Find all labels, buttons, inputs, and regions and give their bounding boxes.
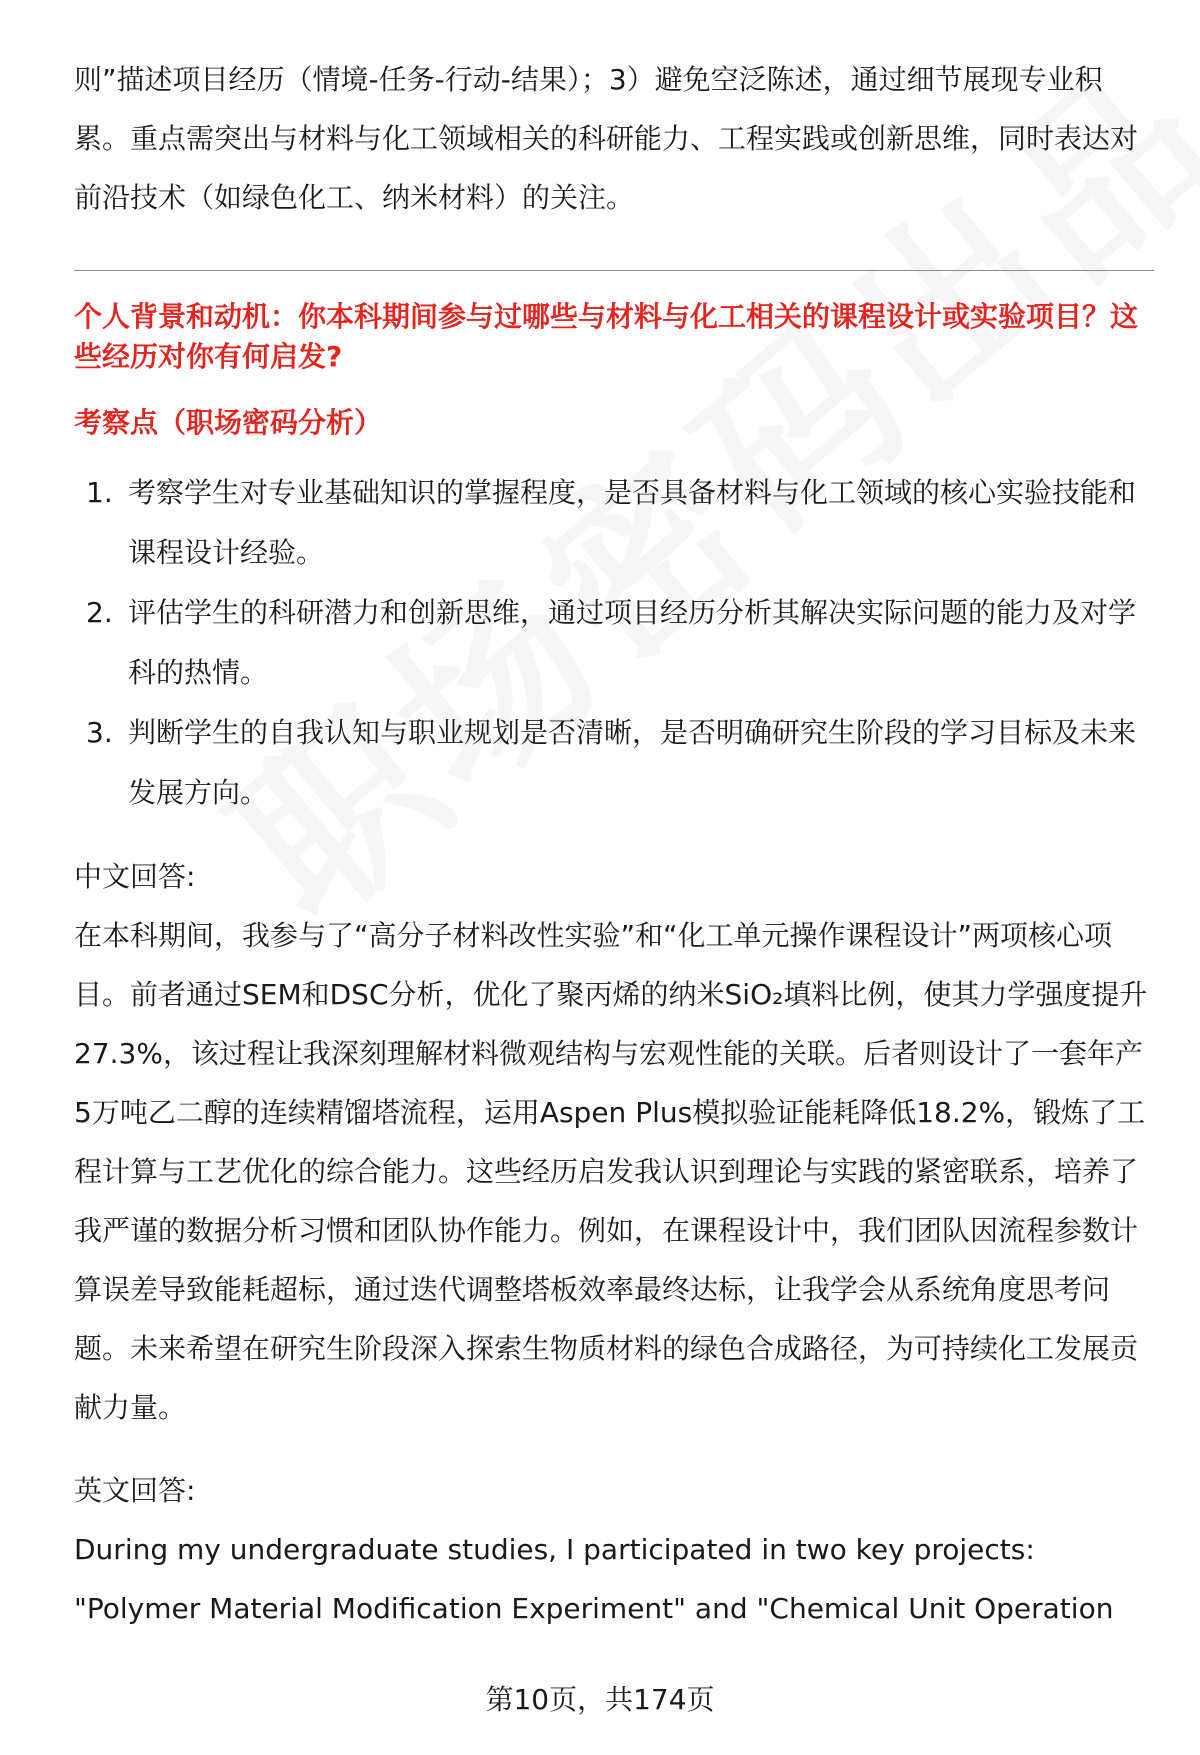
- chinese-answer-label: 中文回答:: [74, 860, 196, 893]
- list-item: [74, 703, 1154, 823]
- intro-paragraph: 则”描述项目经历（情境-任务-行动-结果）；3）避免空泛陈述，通过细节展现专业积累。重点需突出与材料与化工领域相关的科研能力、工程实践或创新思维，同时表达对前沿技术（如绿色化工、纳米材料）的关注。: [74, 63, 1139, 214]
- list-item-text: 考察学生对专业基础知识的掌握程度，是否具备材料与化工领域的核心实验技能和课程设计经验。: [128, 476, 1137, 569]
- assessment-heading: 考察点（职场密码分析）: [74, 406, 383, 439]
- english-answer: During my undergraduate studies, I participated in two key projects: "Polymer Material Modification Experiment" and "Chemical Unit Operation: [74, 1533, 1114, 1625]
- chinese-answer: 在本科期间，我参与了“高分子材料改性实验”和“化工单元操作课程设计”两项核心项目。前者通过SEM和DSC分析，优化了聚丙烯的纳米SiO₂填料比例，使其力学强度提升27.3%，该过程让我深刻理解材料微观结构与宏观性能的关联。后者则设计了一套年产5万吨乙二醇的连续精馏塔流程，运用Aspen Plus模拟验证能耗降低18.2%，锻炼了工程计算与工艺优化的综合能力。这些经历启发我认识到理论与实践的紧密联系，培养了我严谨的数据分析习惯和团队协作能力。例如，在课程设计中，我们团队因流程参数计算误差导致能耗超标，通过迭代调整塔板效率最终达标，让我学会从系统角度思考问题。未来希望在研究生阶段深入探索生物质材料的绿色合成路径，为可持续化工发展贡献力量。: [74, 919, 1148, 1424]
- list-item-text: 评估学生的科研潜力和创新思维，通过项目经历分析其解决实际问题的能力及对学科的热情。: [128, 596, 1137, 689]
- list-item: [74, 463, 1154, 583]
- list-item-text: 判断学生的自我认知与职业规划是否清晰，是否明确研究生阶段的学习目标及未来发展方向。: [128, 716, 1137, 809]
- english-answer-label: 英文回答:: [74, 1474, 196, 1507]
- section-divider: [74, 270, 1154, 271]
- list-item-number: 1.: [86, 476, 113, 509]
- assessment-list: [74, 463, 1154, 823]
- list-item-number: 2.: [86, 596, 113, 629]
- list-item-number: 3.: [86, 716, 113, 749]
- document-page: [74, 50, 1154, 1638]
- page-number-footer: 第10页，共174页: [485, 1683, 715, 1716]
- question-heading: 个人背景和动机：你本科期间参与过哪些与材料与化工相关的课程设计或实验项目？这些经历对你有何启发?: [74, 300, 1139, 373]
- list-item: [74, 583, 1154, 703]
